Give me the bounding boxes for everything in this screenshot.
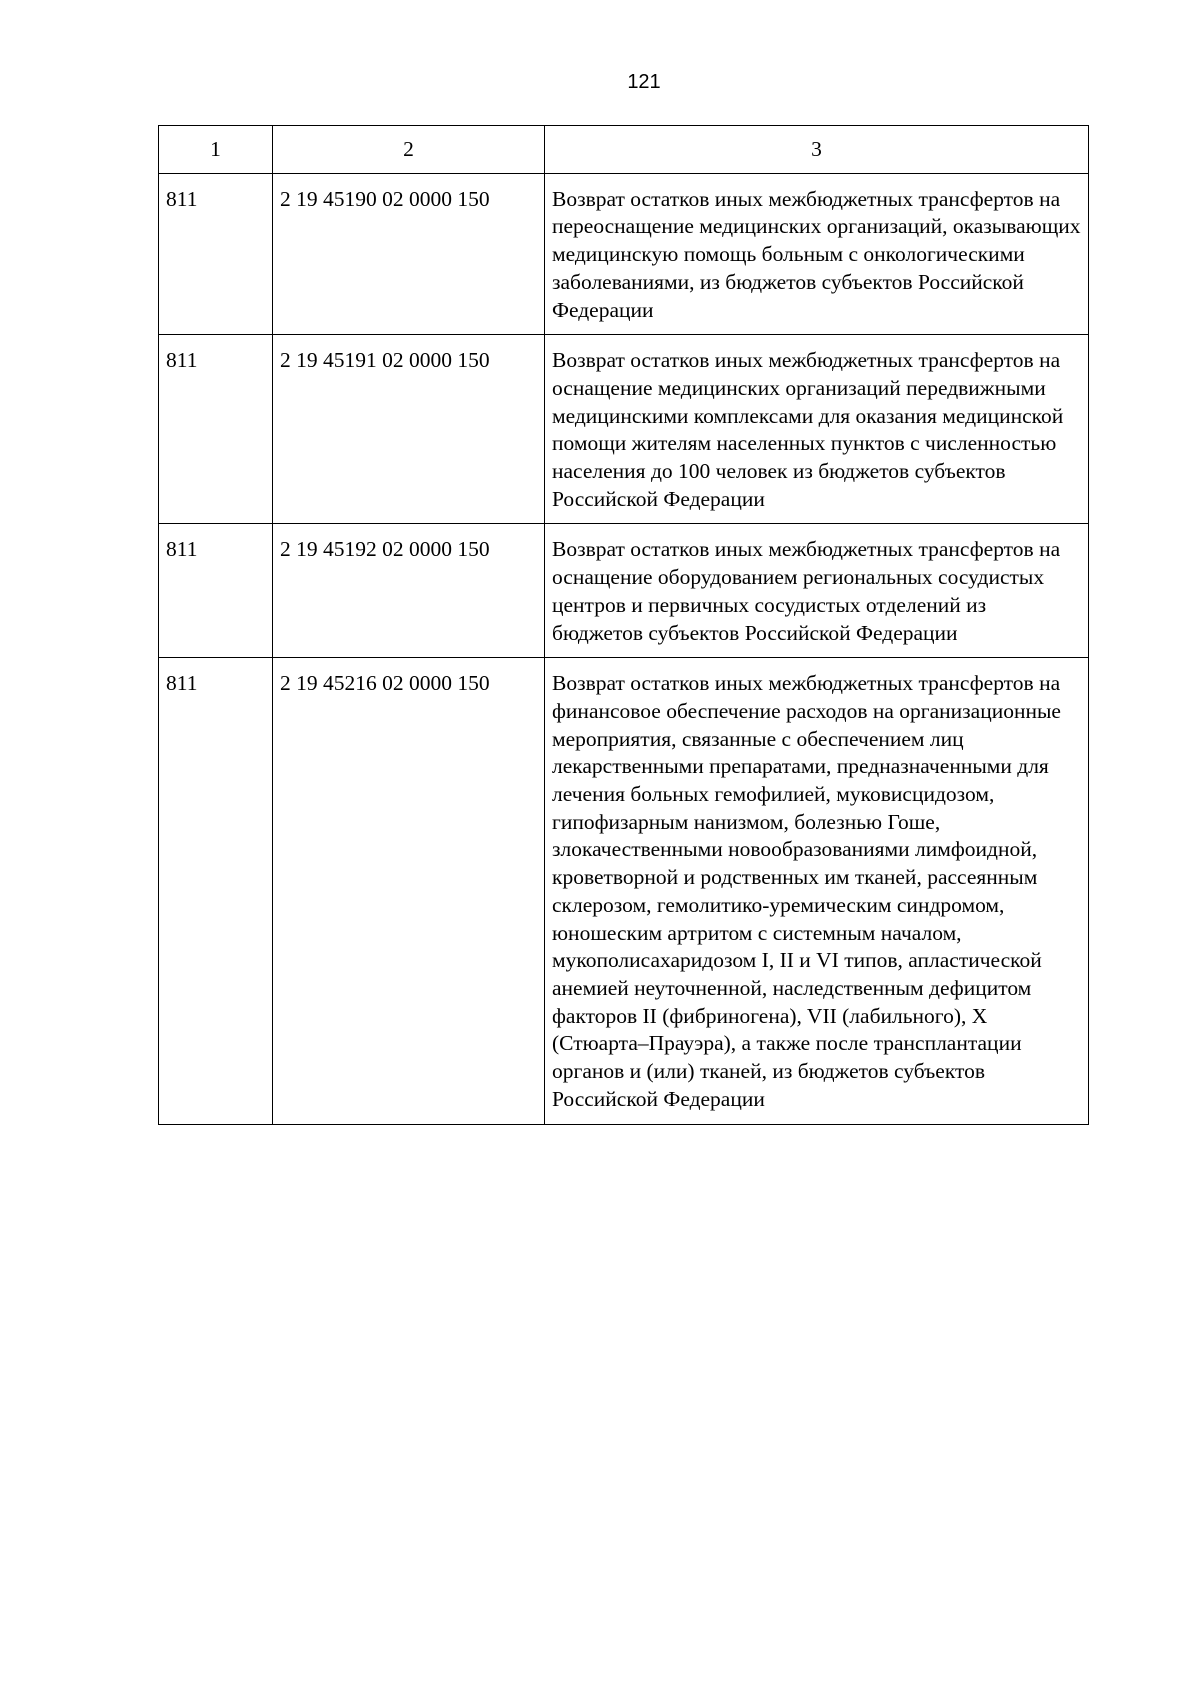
admin-code-cell: 811 <box>159 335 273 524</box>
page-number: 121 <box>627 71 661 93</box>
admin-code-cell: 811 <box>159 524 273 658</box>
budget-code-cell: 2 19 45216 02 0000 150 <box>273 658 545 1124</box>
admin-code-cell: 811 <box>159 658 273 1124</box>
description-cell: Возврат остатков иных межбюджетных трансфертов на переоснащение медицинских организаций, оказывающих медицинскую помощь больным с онкологическими заболеваниями, из бюджетов субъектов Российской Федерации <box>545 173 1089 335</box>
budget-code-cell: 2 19 45190 02 0000 150 <box>273 173 545 335</box>
admin-code-cell: 811 <box>159 173 273 335</box>
column-header-3: 3 <box>545 126 1089 174</box>
budget-codes-table <box>158 125 1089 1125</box>
table-row <box>159 173 1089 335</box>
budget-code-cell: 2 19 45191 02 0000 150 <box>273 335 545 524</box>
column-header-1: 1 <box>159 126 273 174</box>
table-row <box>159 658 1089 1124</box>
table-row <box>159 335 1089 524</box>
table-header-row <box>159 126 1089 174</box>
description-cell: Возврат остатков иных межбюджетных трансфертов на оснащение медицинских организаций передвижными медицинскими комплексами для оказания медицинской помощи жителям населенных пунктов с численностью населения до 100 человек из бюджетов субъектов Российской Федерации <box>545 335 1089 524</box>
column-header-2: 2 <box>273 126 545 174</box>
description-cell: Возврат остатков иных межбюджетных трансфертов на финансовое обеспечение расходов на организационные мероприятия, связанные с обеспечением лиц лекарственными препаратами, предназначенными для лечения больных гемофилией, муковисцидозом, гипофизарным нанизмом, болезнью Гоше, злокачественными новообразованиями лимфоидной, кроветворной и родственных им тканей, рассеянным склерозом, гемолитико-уремическим синдромом, юношеским артритом с системным началом, мукополисахаридозом I, II и VI типов, апластической анемией неуточненной, наследственным дефицитом факторов II (фибриногена), VII (лабильного), X (Стюарта–Прауэра), а также после трансплантации органов и (или) тканей, из бюджетов субъектов Российской Федерации <box>545 658 1089 1124</box>
description-cell: Возврат остатков иных межбюджетных трансфертов на оснащение оборудованием региональных сосудистых центров и первичных сосудистых отделений из бюджетов субъектов Российской Федерации <box>545 524 1089 658</box>
table-row <box>159 524 1089 658</box>
budget-code-cell: 2 19 45192 02 0000 150 <box>273 524 545 658</box>
